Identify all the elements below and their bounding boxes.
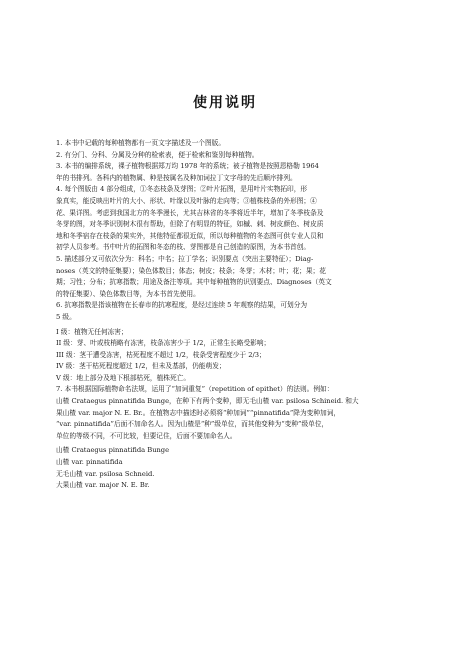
paragraph-4-line: 4. 每个图版由 4 部分组成，①冬态枝条及芽图；②叶片拓图，是用叶片实物拓印，形 — [56, 185, 308, 194]
paragraph-4-line: 花、果详图。考虑到我国北方的冬季漫长，尤其吉林省的冬季将近半年，增加了冬季枝条及 — [56, 208, 324, 217]
paragraph-3-line: 3. 本书的编排系统，裸子植物根据郑万均 1978 年的系统；被子植物是按照恩格勒 1964 — [56, 162, 319, 171]
paragraph-7-line: 山楂 Crataegus pinnatifida Bunge，在种下有两个变种，即无毛山楂 var. psilosa Schineid. 和大 — [56, 397, 359, 406]
paragraph-5-line: 期；习性；分布；抗寒指数；用途及备注等项。其中每种植物的识别要点、Diagnoses（英文 — [56, 278, 332, 287]
paragraph-5-line: noses（英文的特征集要）；染色体数目；体态；树皮；枝条；冬芽；木材；叶；花；果；花 — [56, 266, 326, 275]
paragraph-7-line: 果山楂 var. major N. E. Br.。在植物志中描述时必须将“种加词”“pinnatifida”降为变种加词， — [56, 408, 341, 417]
paragraph-2-line: 2. 有分门、分科、分属及分种的检索表，便于检索和鉴别每种植物。 — [56, 150, 259, 159]
paragraph-5-line: 5. 描述部分又可依次分为：科名；中名；拉丁学名；识别要点（突出主要特征）；Diag- — [56, 254, 314, 263]
example-name-3: 无毛山楂 var. psilosa Schneid. — [56, 469, 155, 478]
paragraph-7-line: “var. pinnatifida”后面不加命名人。因为山楂是“种”级单位，而其他变种为“变种”级单位， — [56, 420, 329, 429]
example-name-2: 山楂 var. pinnatifida — [56, 458, 123, 467]
instructions-body — [56, 138, 404, 492]
example-name-1: 山楂 Crataegus pinnatifida Bunge — [56, 446, 170, 455]
hardiness-level-4: IV 级：茎干枯死程度超过 1/2，但未及基部，仍能萌发； — [56, 362, 226, 371]
paragraph-1-line: 1. 本书中记载的每种植物都有一页文字描述及一个图版。 — [56, 139, 226, 147]
example-name-4: 大果山楂 var. major N. E. Br. — [56, 481, 150, 490]
paragraph-3-line: 年的书排列。各科内的植物属、种是按属名及种加词拉丁文字母的先后顺序排列。 — [56, 173, 297, 182]
paragraph-6-line: 5 级。 — [56, 312, 76, 321]
paragraph-6-line: 6. 抗寒指数是指该植物在长春市的抗寒程度，是经过连续 5 年观察的结果，可划分为 — [56, 301, 308, 310]
page-title: 使用说明 — [193, 95, 257, 111]
hardiness-level-5: V 级：地上部分及地下根部枯死，植株死亡。 — [56, 373, 191, 382]
paragraph-4-line: 象真实，能反映出叶片的大小、形状、叶缘以及叶脉的走向等；③植株枝条的外形图；④ — [56, 196, 317, 205]
hardiness-level-2: II 级：芽、叶或枝梢略有冻害，枝条冻害少于 1/2，正常生长略受影响； — [56, 339, 271, 348]
paragraph-5-line: 的特征集要）、染色体数目等，为本书首先使用。 — [56, 289, 200, 298]
paragraph-4-line: 冬芽的图，对冬季识别树木很有帮助，但除了有明显的特征，如槭、刺、树皮颜色、树皮质 — [56, 220, 324, 229]
paragraph-7-line: 7. 本书根据国际植物命名法规，运用了“加词重复”（repetition of epithet）的法则。例如： — [56, 385, 334, 394]
hardiness-level-3: III 级：茎干遭受冻害，枯死程度不超过 1/2，枝条受害程度少于 2/3； — [56, 350, 266, 359]
paragraph-7-line: 单位的等级不同，不可比较，但要记住，后面不要加命名人。 — [56, 431, 237, 440]
paragraph-4-line: 地和冬季宿存在枝条的果实外，其他特征都很近似，所以每种植物的冬态图可供专业人员和 — [56, 231, 324, 240]
hardiness-level-1: I 级：植物无任何冻害； — [56, 327, 128, 336]
paragraph-4-line: 初学人员参考。书中叶片的拓图和冬态的枝、芽图都是自己创造的原图，为本书首创。 — [56, 243, 311, 252]
